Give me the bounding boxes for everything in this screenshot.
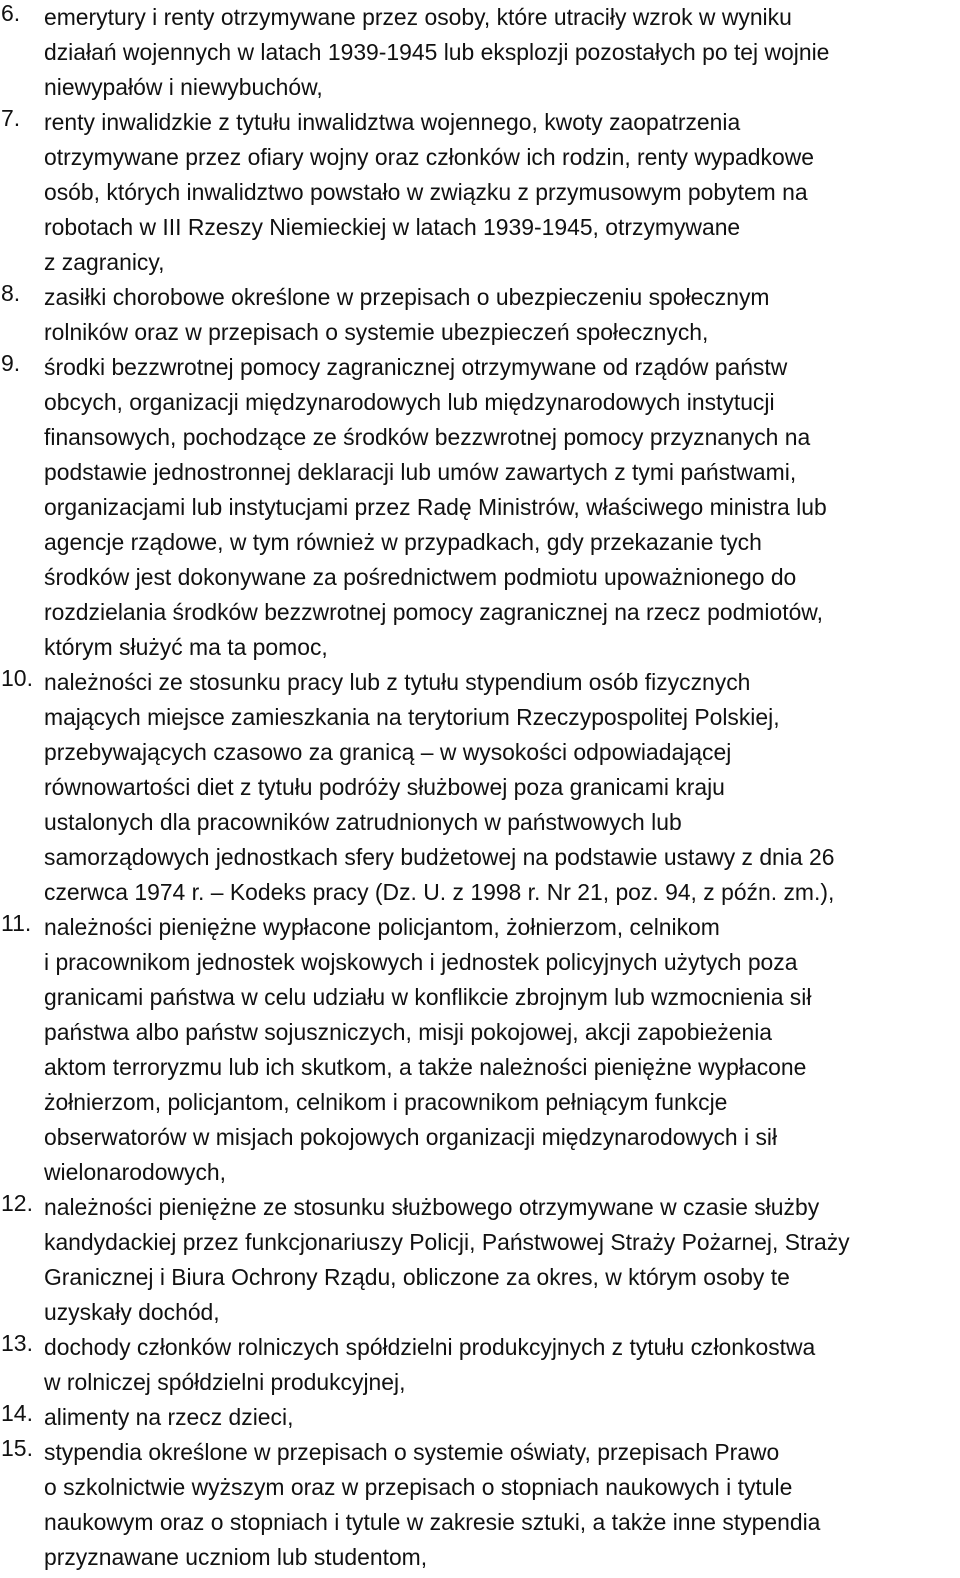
list-item-text-line: zasiłki chorobowe określone w przepisach o ubezpieczeniu społecznym <box>44 284 770 310</box>
list-item <box>0 0 960 105</box>
list-item-text-line: samorządowych jednostkach sfery budżetowej na podstawie ustawy z dnia 26 <box>44 844 835 870</box>
list-item <box>0 910 960 1190</box>
list-item-text-line: stypendia określone w przepisach o systemie oświaty, przepisach Prawo <box>44 1439 780 1465</box>
list-item-text-line: niewypałów i niewybuchów, <box>44 74 323 100</box>
list-item-text-line: rolników oraz w przepisach o systemie ubezpieczeń społecznych, <box>44 319 709 345</box>
list-item-text-line: obcych, organizacji międzynarodowych lub międzynarodowych instytucji <box>44 389 775 415</box>
list-item-text-line: renty inwalidzkie z tytułu inwalidztwa wojennego, kwoty zaopatrzenia <box>44 109 741 135</box>
list-item-text-line: finansowych, pochodzące ze środków bezzwrotnej pomocy przyznanych na <box>44 424 811 450</box>
list-item-text-line: o szkolnictwie wyższym oraz w przepisach o stopniach naukowych i tytule <box>44 1474 793 1500</box>
list-item <box>0 1400 960 1435</box>
list-item-text-line: którym służyć ma ta pomoc, <box>44 634 328 660</box>
list-item-text-line: środki bezzwrotnej pomocy zagranicznej otrzymywane od rządów państw <box>44 354 788 380</box>
list-item-number: 12. <box>1 1190 33 1216</box>
list-item-text-line: emerytury i renty otrzymywane przez osoby, które utraciły wzrok w wyniku <box>44 4 792 30</box>
list-item <box>0 280 960 350</box>
list-item-text-line: należności pieniężne wypłacone policjantom, żołnierzom, celnikom <box>44 914 720 940</box>
list-item-number: 14. <box>1 1400 33 1426</box>
list-item-text-line: agencje rządowe, w tym również w przypadkach, gdy przekazanie tych <box>44 529 762 555</box>
list-item <box>0 1330 960 1400</box>
list-item-number: 11. <box>1 910 32 936</box>
list-item-text-line: wielonarodowych, <box>44 1159 227 1185</box>
list-item-text-line: w rolniczej spółdzielni produkcyjnej, <box>44 1369 406 1395</box>
list-item-text-line: żołnierzom, policjantom, celnikom i pracownikom pełniącym funkcje <box>44 1089 728 1115</box>
list-item-text-line: organizacjami lub instytucjami przez Radę Ministrów, właściwego ministra lub <box>44 494 827 520</box>
list-item-number: 10. <box>1 665 33 691</box>
list-item <box>0 105 960 280</box>
list-item-number: 13. <box>1 1330 33 1356</box>
list-item-text-line: czerwca 1974 r. – Kodeks pracy (Dz. U. z 1998 r. Nr 21, poz. 94, z późn. zm.), <box>44 879 835 905</box>
list-item-text-line: robotach w III Rzeszy Niemieckiej w latach 1939-1945, otrzymywane <box>44 214 741 240</box>
list-item-text-line: alimenty na rzecz dzieci, <box>44 1404 294 1430</box>
list-item-text-line: równowartości diet z tytułu podróży służbowej poza granicami kraju <box>44 774 725 800</box>
list-item-text-line: osób, których inwalidztwo powstało w związku z przymusowym pobytem na <box>44 179 808 205</box>
list-item-text-line: należności pieniężne ze stosunku służbowego otrzymywane w czasie służby <box>44 1194 820 1220</box>
list-item-text-line: dochody członków rolniczych spółdzielni produkcyjnych z tytułu członkostwa <box>44 1334 816 1360</box>
list-item-number: 15. <box>1 1435 33 1461</box>
list-item-text-line: naukowym oraz o stopniach i tytule w zakresie sztuki, a także inne stypendia <box>44 1509 821 1535</box>
list-item-text-line: obserwatorów w misjach pokojowych organizacji międzynarodowych i sił <box>44 1124 778 1150</box>
list-item-number: 6. <box>1 0 21 26</box>
list-item-text-line: przebywających czasowo za granicą – w wysokości odpowiadającej <box>44 739 732 765</box>
list-item-text-line: działań wojennych w latach 1939-1945 lub eksplozji pozostałych po tej wojnie <box>44 39 830 65</box>
list-item-text-line: uzyskały dochód, <box>44 1299 220 1325</box>
list-item <box>0 350 960 665</box>
list-item-text-line: należności ze stosunku pracy lub z tytułu stypendium osób fizycznych <box>44 669 751 695</box>
list-item-text-line: Granicznej i Biura Ochrony Rządu, obliczone za okres, w którym osoby te <box>44 1264 790 1290</box>
list-item-number: 8. <box>1 280 21 306</box>
list-item <box>0 1435 960 1575</box>
list-item-number: 7. <box>1 105 21 131</box>
list-item-text-line: przyznawane uczniom lub studentom, <box>44 1544 428 1570</box>
list-item-text-line: środków jest dokonywane za pośrednictwem podmiotu upoważnionego do <box>44 564 797 590</box>
list-item-text-line: aktom terroryzmu lub ich skutkom, a także należności pieniężne wypłacone <box>44 1054 807 1080</box>
list-item <box>0 1190 960 1330</box>
list-item-text-line: mających miejsce zamieszkania na terytorium Rzeczypospolitej Polskiej, <box>44 704 780 730</box>
list-item-text-line: ustalonych dla pracowników zatrudnionych w państwowych lub <box>44 809 682 835</box>
list-item-text-line: państwa albo państw sojuszniczych, misji pokojowej, akcji zapobieżenia <box>44 1019 773 1045</box>
list-item-text-line: kandydackiej przez funkcjonariuszy Policji, Państwowej Straży Pożarnej, Straży <box>44 1229 850 1255</box>
list-item-number: 9. <box>1 350 21 376</box>
list-item-text-line: granicami państwa w celu udziału w konflikcie zbrojnym lub wzmocnienia sił <box>44 984 812 1010</box>
list-item-text-line: podstawie jednostronnej deklaracji lub umów zawartych z tymi państwami, <box>44 459 797 485</box>
list-item-text-line: otrzymywane przez ofiary wojny oraz członków ich rodzin, renty wypadkowe <box>44 144 814 170</box>
list-item <box>0 665 960 910</box>
list-item-text-line: i pracownikom jednostek wojskowych i jednostek policyjnych użytych poza <box>44 949 798 975</box>
list-item-text-line: z zagranicy, <box>44 249 165 275</box>
list-item-text-line: rozdzielania środków bezzwrotnej pomocy zagranicznej na rzecz podmiotów, <box>44 599 823 625</box>
